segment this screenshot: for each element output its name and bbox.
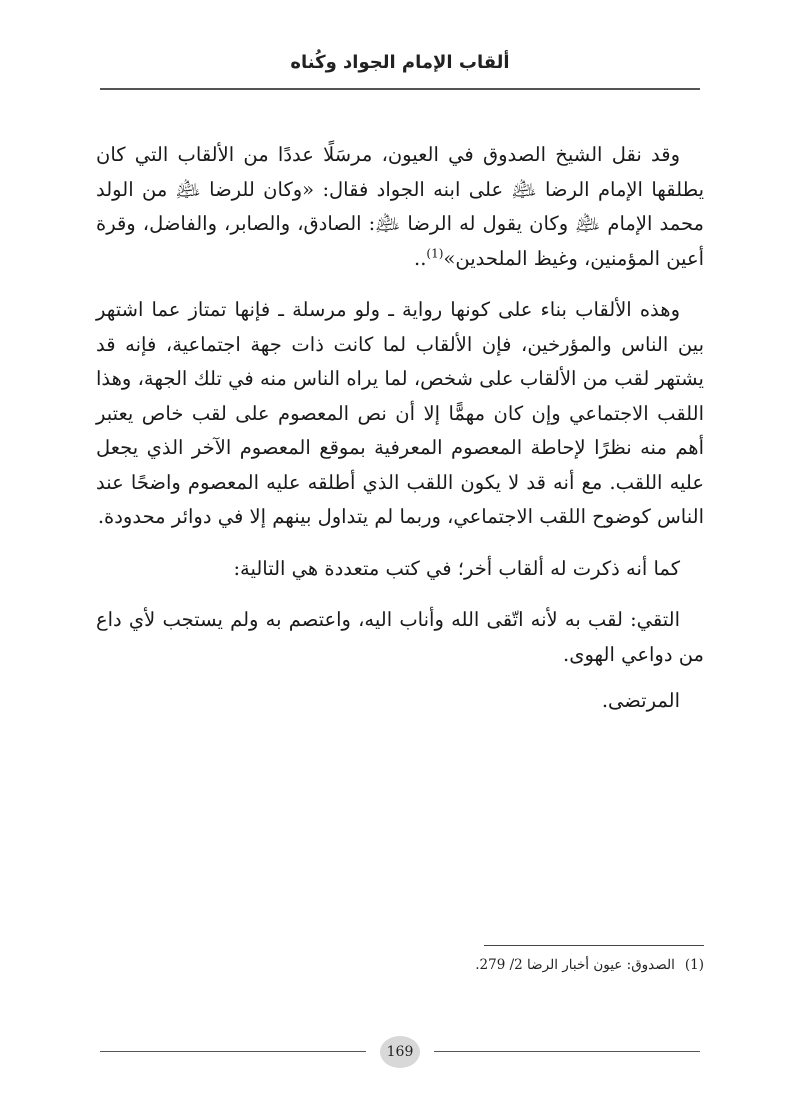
- header-rule: [100, 88, 700, 90]
- body-text: [96, 138, 704, 719]
- footer-rule-right: [434, 1051, 700, 1052]
- footnote-number: (1): [684, 957, 704, 973]
- paragraph: وهذه الألقاب بناء على كونها رواية ـ ولو مرسلة ـ فإنها تمتاز عما اشتهر بين الناس والمؤرخين، فإن الألقاب لما كانت ذات جهة اجتماعية، فإنه قد يشتهر لقب من الألقاب على شخص، لما يراه الناس منه في تلك الجهة، وهذا اللقب الاجتماعي وإن كان مهمًّا إلا أن نص المعصوم على لقب خاص يعتبر أهم منه نظرًا لإحاطة المعصوم المعرفية بموقع المعصوم الآخر الذي يجعل عليه اللقب. مع أنه قد لا يكون اللقب الذي أطلقه عليه المعصوم واضحًا عند الناس كوضوح اللقب الاجتماعي، وربما لم يتداول بينهم إلا في دوائر محدودة.: [96, 298, 704, 528]
- footnote: [100, 954, 704, 976]
- paragraph: كما أنه ذكرت له ألقاب أخر؛ في كتب متعددة هي التالية:: [233, 556, 680, 580]
- paragraph-tail: ..: [414, 246, 427, 270]
- footnote-text: الصدوق: عيون أخبار الرضا 2/ 279.: [475, 957, 675, 973]
- header-title: ألقاب الإمام الجواد وكُناه: [290, 52, 510, 73]
- paragraph-text: وقد نقل الشيخ الصدوق في العيون، مرسَلًا عددًا من الألقاب التي كان يطلقها الإمام الرضا ﵇ على ابنه الجواد فقال: «وكان للرضا ﵇ من الولد محمد الإمام ﵇ وكان يقول له الرضا ﵇: الصادق، والصابر، والفاضل، وقرة أعين المؤمنين، وغيظ الملحدين»: [96, 143, 704, 270]
- paragraph: المرتضى.: [601, 689, 680, 712]
- paragraph: [96, 138, 704, 276]
- footer-rule-left: [100, 1051, 366, 1052]
- running-header: [100, 50, 700, 90]
- footnote-separator: [484, 945, 704, 946]
- paragraph: التقي: لقب به لأنه اتّقى الله وأناب اليه، واعتصم به ولم يستجب لأي داع من دواعي الهوى.: [96, 608, 704, 666]
- footnote-reference[interactable]: (1): [426, 246, 444, 260]
- page-footer: [100, 1036, 700, 1076]
- page-number: 169: [380, 1036, 420, 1068]
